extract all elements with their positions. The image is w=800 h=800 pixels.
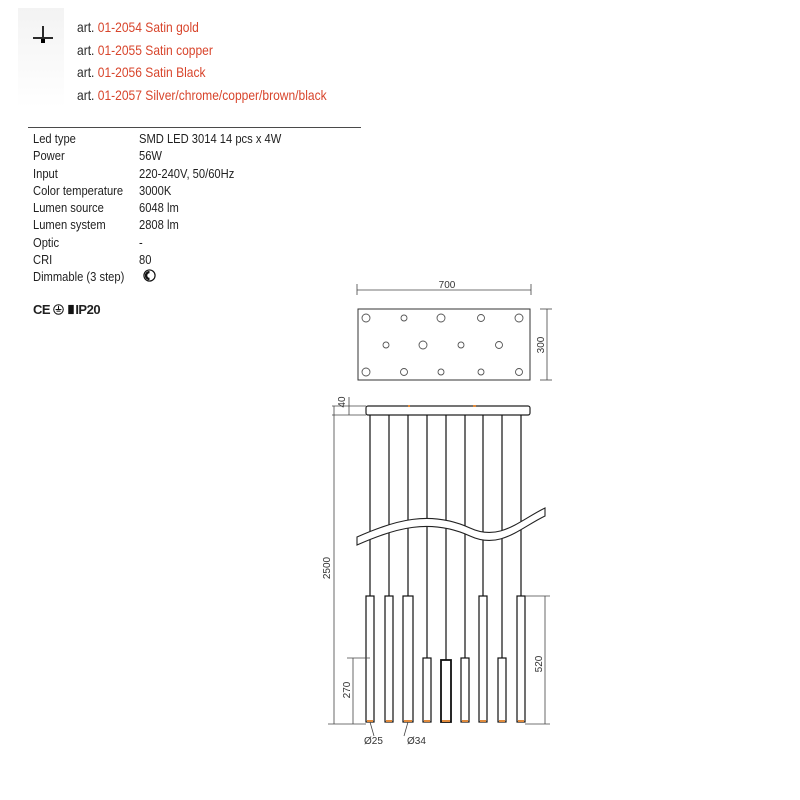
ce-mark: CE (33, 302, 51, 317)
tube-end-caps (367, 720, 524, 722)
article-finish: Satin copper (145, 41, 213, 58)
article-prefix: art. (77, 19, 95, 35)
spec-value: 6048 lm (139, 200, 179, 216)
ip-rating: IP20 (75, 302, 101, 317)
spec-value: 2808 lm (139, 217, 179, 233)
article-finish: Satin gold (145, 19, 199, 35)
canopy-side-view (366, 406, 530, 415)
depth-label: 300 (536, 336, 547, 354)
spec-label: Input (33, 165, 58, 181)
diameter-small-label: Ø25 (364, 736, 383, 747)
article-finish: Satin Black (145, 64, 206, 80)
total-length-label: 2500 (322, 556, 333, 580)
spec-label: Lumen system (33, 217, 106, 233)
spec-label: Color temperature (33, 182, 124, 198)
spec-value: SMD LED 3014 14 pcs x 4W (139, 131, 282, 146)
article-prefix: art. (77, 41, 95, 58)
width-label: 700 (438, 280, 456, 291)
led-holes (362, 314, 523, 376)
article-prefix: art. (77, 86, 95, 103)
canopy-top-view (358, 309, 530, 380)
spec-value: - (139, 234, 143, 250)
article-finish: Silver/chrome/copper/brown/black (145, 86, 327, 103)
diameter-large-label: Ø34 (407, 736, 426, 747)
spec-value: 3000K (139, 182, 172, 198)
spec-value: 56W (139, 148, 162, 164)
article-code: 01-2054 (97, 19, 142, 35)
total-length-dimension (328, 406, 366, 724)
short-tube-label: 270 (342, 681, 353, 699)
spec-label: CRI (33, 252, 53, 268)
article-code: 01-2057 (97, 86, 142, 103)
article-code: 01-2056 (97, 64, 142, 80)
spec-label: Power (33, 148, 65, 164)
spec-label: Lumen source (33, 200, 104, 216)
spec-label: Led type (33, 131, 76, 146)
spec-label: Dimmable (3 step) (33, 269, 125, 285)
spec-label: Optic (33, 234, 60, 250)
canopy-height-label: 40 (337, 396, 348, 408)
length-break-symbol (357, 508, 545, 545)
article-prefix: art. (77, 64, 95, 80)
diameter-leaders (370, 722, 408, 736)
long-tube-label: 520 (534, 655, 545, 673)
spec-value: 220-240V, 50/60Hz (139, 165, 235, 181)
article-code: 01-2055 (97, 41, 142, 58)
spec-value: 80 (139, 252, 152, 268)
